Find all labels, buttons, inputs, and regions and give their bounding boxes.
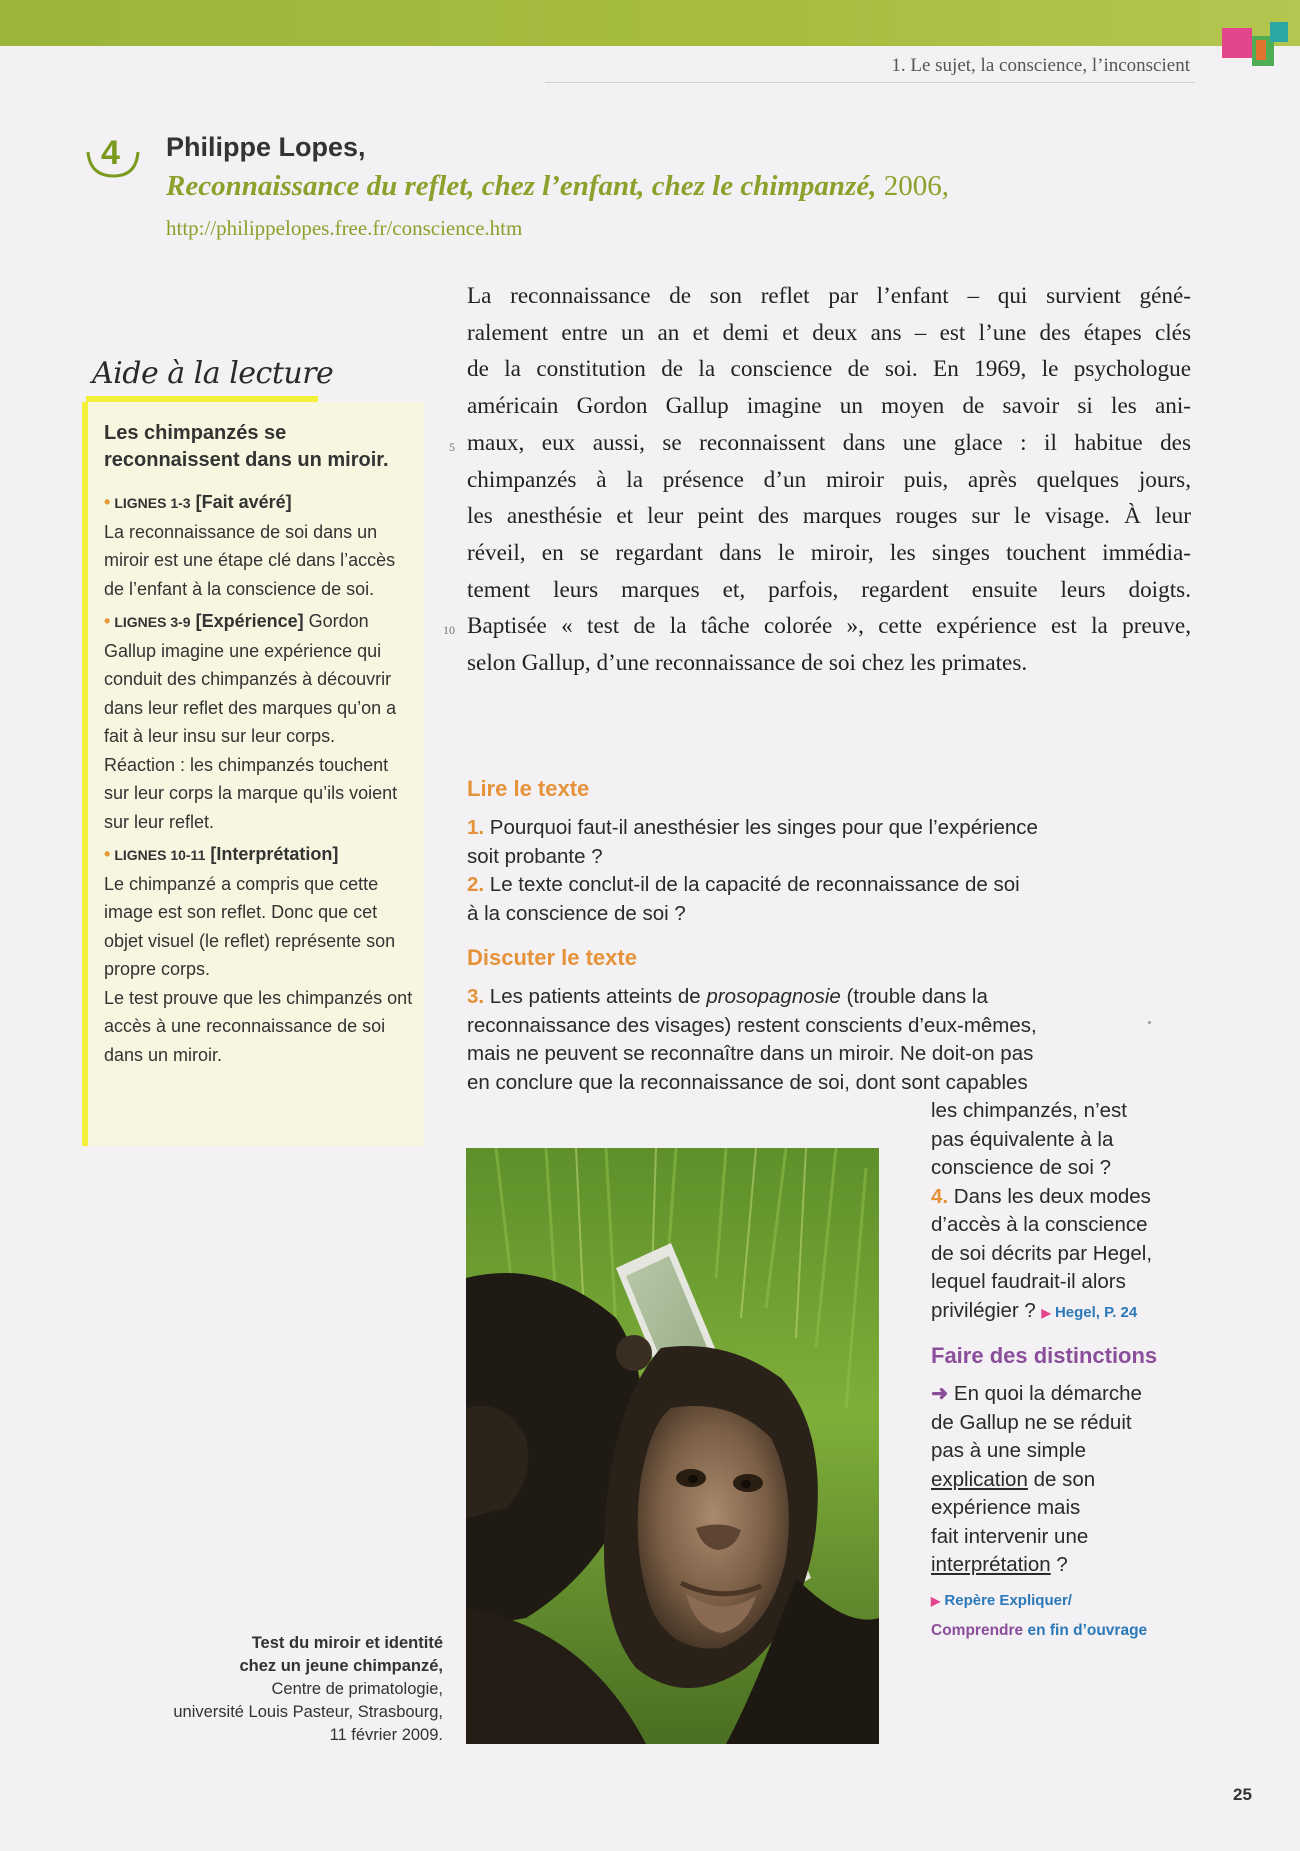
work-title-italic: Reconnaissance du reflet, chez l’enfant, chez le chimpanzé, (166, 170, 877, 202)
aide-bullet-3-kind: [Interprétation] (210, 844, 339, 864)
main-text (467, 278, 1191, 682)
repere-reference-text-1: Repère Expliquer/ (944, 1592, 1072, 1609)
text-line: américain Gordon Gallup imagine un moyen de savoir si les ani- (467, 393, 1191, 420)
work-year: 2006, (876, 170, 949, 202)
author-name: Philippe Lopes, (166, 132, 366, 162)
question-2-line-2: à la conscience de soi ? (467, 901, 686, 925)
aide-bullet-2-text: Gordon Gallup imagine une expérience qui conduit des chimpanzés à découvrir dans leur reflet des marques qu’on a fait à leur insu sur leur corps. (104, 611, 397, 746)
question-1-line-1: Pourquoi faut-il anesthésier les singes pour que l’expérience (484, 816, 1038, 839)
top-color-band (0, 0, 1300, 46)
repere-reference-text-3: en fin d’ouvrage (1023, 1622, 1148, 1639)
text-line: chimpanzés à la présence d’un miroir puis, après quelques jours, (467, 466, 1191, 493)
text-line: réveil, en se regardant dans le miroir, les singes touchent immédia- (467, 539, 1191, 566)
text-line: ralement entre un an et demi et deux ans – est l’une des étapes clés (467, 319, 1191, 346)
decorative-square-pink (1222, 28, 1252, 58)
aide-bullet-3-text: Le chimpanzé a compris que cette image est son reflet. Donc que cet objet visuel (le reflet) représente son propre corps. (104, 873, 396, 979)
distinctions-line-7-end: ? (1050, 1553, 1068, 1576)
question-3-line-2: reconnaissance des visages) restent conscients d’eux-mêmes, (467, 1013, 1037, 1037)
bullet-dot-icon: • (104, 492, 111, 512)
text-number: 4 (101, 134, 120, 172)
caption-line-2: chez un jeune chimpanzé, (239, 1657, 443, 1675)
caption-line-4: université Louis Pasteur, Strasbourg, (173, 1703, 443, 1721)
distinctions-line-3: pas à une simple (931, 1439, 1086, 1462)
question-2-number: 2. (467, 873, 485, 896)
question-4-line-2: d’accès à la conscience (931, 1213, 1148, 1236)
question-1-line-2: soit probante ? (467, 844, 603, 868)
question-1 (467, 814, 1038, 871)
aide-bullet-2-reaction: Réaction : les chimpanzés touchent sur leur corps la marque qu’ils voient sur leur reflet. (104, 754, 398, 832)
chapter-header: 1. Le sujet, la conscience, l’inconscient (891, 55, 1190, 76)
bullet-dot-icon: • (104, 844, 111, 864)
question-4-line-1: Dans les deux modes (948, 1184, 1151, 1208)
question-2-line-1: Le texte conclut-il de la capacité de reconnaissance de soi (484, 873, 1020, 896)
text-line: La reconnaissance de son reflet par l’enfant – qui survient géné- (467, 283, 1191, 309)
work-title (166, 170, 949, 203)
pointer-triangle-icon: ▶ (931, 1594, 941, 1608)
section-lire-title: Lire le texte (467, 776, 590, 801)
aide-bullet-3-tag: LIGNES 10-11 (114, 847, 206, 863)
distinctions-term-interpretation: interprétation (931, 1553, 1051, 1576)
repere-reference-text-2: Comprendre (931, 1622, 1024, 1639)
question-3-line-6: pas équivalente à la (931, 1127, 1114, 1151)
question-1-number: 1. (467, 816, 485, 839)
question-4-line-5: privilégier ? (931, 1298, 1036, 1322)
aide-bullet-3-conclusion: Le test prouve que les chimpanzés ont accès à une reconnaissance de soi dans un miroir. (104, 987, 413, 1065)
aide-title: Aide à la lecture (92, 356, 334, 391)
distinctions-term-explication: explication (931, 1467, 1028, 1491)
question-3-line-3: mais ne peuvent se reconnaître dans un miroir. Ne doit-on pas (467, 1042, 1034, 1065)
question-3-continued (931, 1097, 1152, 1327)
chimpanzee-mirror-photo (466, 1148, 879, 1744)
distinctions-line-6: fait intervenir une (931, 1524, 1089, 1548)
caption-line-5: 11 février 2009. (329, 1726, 443, 1744)
line-number-10: 10 (443, 623, 455, 637)
aide-bullet-1-tag: LIGNES 1-3 (114, 495, 191, 511)
distinctions-line-4-end: de son (1027, 1467, 1096, 1491)
aide-bullet-2-tag: LIGNES 3-9 (114, 614, 191, 630)
distinctions-line-1: En quoi la démarche (953, 1382, 1142, 1405)
question-3-number: 3. (467, 985, 485, 1008)
bullet-dot-icon: • (104, 611, 111, 631)
question-3-part-a: Les patients atteints de (484, 985, 707, 1008)
hegel-reference-text: Hegel, P. 24 (1054, 1303, 1138, 1321)
aide-bullet-2 (104, 607, 414, 836)
question-2 (467, 871, 1020, 928)
question-4-line-3: de soi décrits par Hegel, (931, 1241, 1153, 1265)
section-distinctions-title: Faire des distinctions (931, 1343, 1158, 1368)
question-4-line-4: lequel faudrait-il alors (931, 1270, 1126, 1293)
question-4-number: 4. (931, 1184, 949, 1208)
aide-bullet-1-text: La reconnaissance de soi dans un miroir est une étape clé dans l’accès de l’enfant à la conscience de soi. (104, 521, 396, 599)
distinctions-line-5: expérience mais (931, 1496, 1081, 1519)
aide-heading: Les chimpanzés se reconnaissent dans un miroir. (104, 422, 389, 471)
text-line: de la constitution de la conscience de soi. En 1969, le psychologue (467, 356, 1191, 383)
photo-caption (83, 1632, 443, 1747)
question-3-line-5: les chimpanzés, n’est (931, 1099, 1127, 1122)
hegel-reference-link[interactable] (1042, 1304, 1138, 1321)
page-number: 25 (1233, 1785, 1252, 1804)
aide-content (104, 420, 414, 1073)
repere-reference-link[interactable] (931, 1592, 1072, 1609)
text-line: maux, eux aussi, se reconnaissent dans une glace : il habitue des (467, 429, 1191, 456)
question-3-part-b: (trouble dans la (840, 985, 988, 1008)
caption-line-1: Test du miroir et identité (251, 1634, 443, 1652)
aide-bullet-3 (104, 840, 414, 1069)
header-divider (545, 82, 1195, 83)
question-3 (467, 983, 1037, 1097)
repere-reference[interactable] (931, 1586, 1147, 1645)
aide-bullet-1 (104, 488, 414, 603)
distinctions-question (931, 1380, 1142, 1580)
aide-bullet-1-kind: [Fait avéré] (195, 492, 292, 512)
text-line: tement leurs marques et, parfois, regardent ensuite leurs doigts. (467, 576, 1191, 603)
arrow-right-icon: ➜ (931, 1382, 949, 1405)
text-line: les anesthésie et leur peint des marques rouges sur le visage. À leur (467, 503, 1191, 530)
decorative-square-orange (1256, 40, 1266, 60)
decorative-square-teal (1270, 22, 1288, 42)
pointer-triangle-icon: ▶ (1041, 1305, 1051, 1320)
question-3-term: prosopagnosie (706, 985, 841, 1008)
question-3-line-7: conscience de soi ? (931, 1156, 1112, 1179)
aide-bullet-2-kind: [Expérience] (195, 611, 304, 631)
section-discuter-title: Discuter le texte (467, 945, 637, 970)
source-url: http://philippelopes.free.fr/conscience.htm (166, 216, 523, 240)
question-3-line-4: en conclure que la reconnaissance de soi, dont sont capables (467, 1070, 1028, 1094)
text-number-badge (84, 130, 142, 176)
line-number-5: 5 (449, 440, 455, 454)
text-line: selon Gallup, d’une reconnaissance de soi chez les primates. (467, 650, 1028, 677)
chimpanzee-photo-illustration (466, 1148, 879, 1744)
text-line: Baptisée « test de la tâche colorée », cette expérience est la preuve, (467, 613, 1191, 640)
print-dot (1148, 1021, 1151, 1024)
caption-line-3: Centre de primatologie, (271, 1680, 443, 1698)
distinctions-line-2: de Gallup ne se réduit (931, 1410, 1132, 1434)
